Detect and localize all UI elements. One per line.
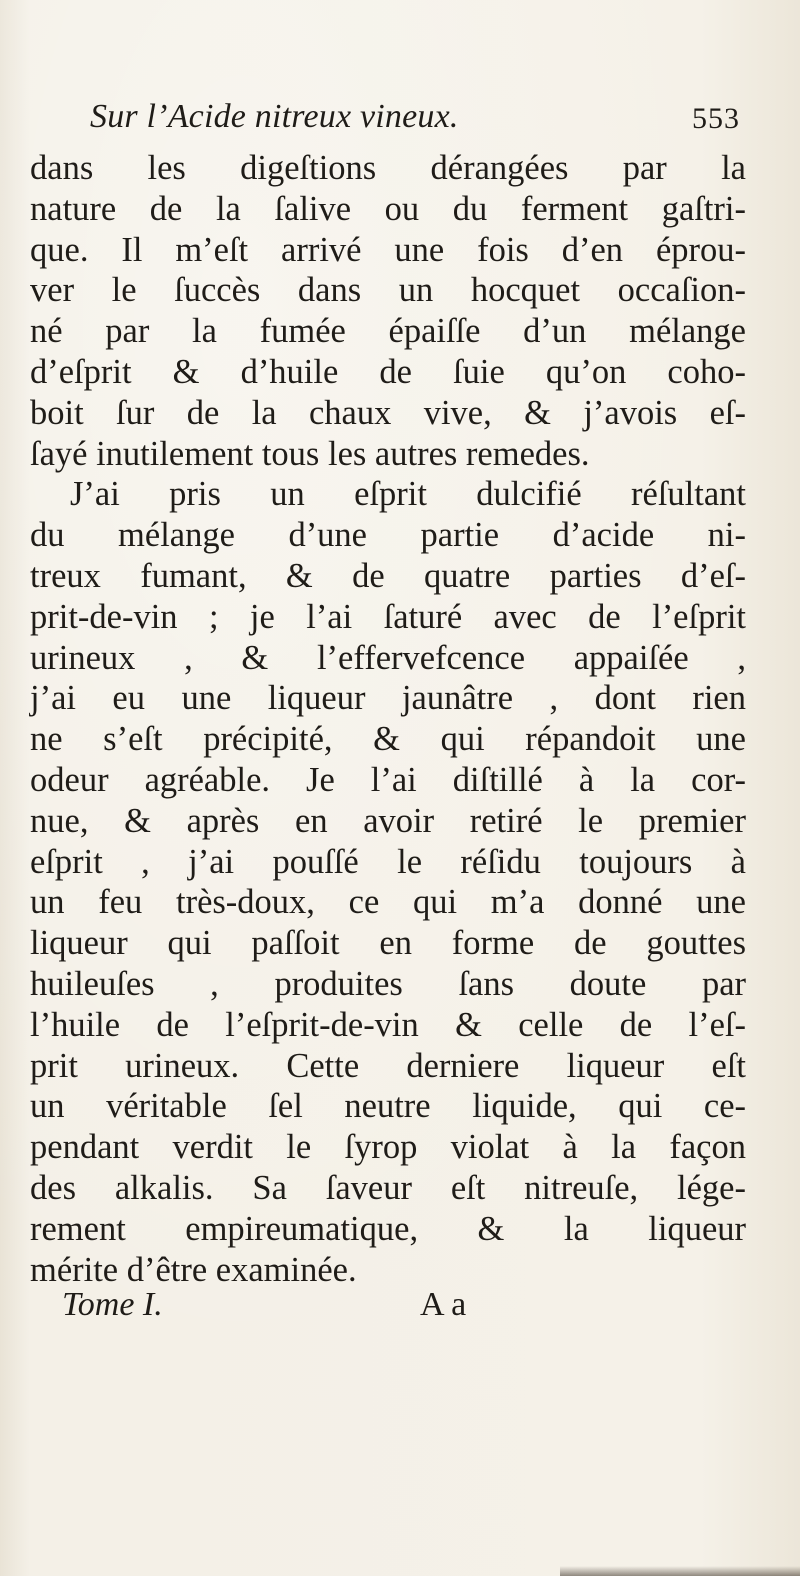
text-line: odeur agréable. Je l’ai diſtillé à la cor- [30, 760, 746, 799]
text-line: du mélange d’une partie d’acide ni- [30, 516, 746, 555]
running-title: Sur l’Acide nitreux vineux. [90, 98, 459, 135]
text-line: rement empireumatique, & la liqueur [30, 1209, 746, 1248]
text-line: ſayé inutilement tous les autres remedes. [30, 434, 590, 473]
text-line: prit-de-vin ; je l’ai ſaturé avec de l’eſprit [30, 597, 746, 636]
text-line: un feu très-doux, ce qui m’a donné une [30, 883, 746, 922]
text-line: urineux , & l’effervefcence appaiſée , [30, 638, 746, 677]
page-edge-shadow [560, 1566, 800, 1576]
text-line: dans les digeſtions dérangées par la [30, 149, 746, 187]
running-head [90, 98, 740, 142]
text-line: pendant verdit le ſyrop violat à la façon [30, 1128, 746, 1167]
text-line: huileuſes , produites ſans doute par [30, 964, 746, 1003]
text-line: nue, & après en avoir retiré le premier [30, 801, 746, 840]
volume-label: Tome I. [62, 1286, 163, 1323]
text-line: prit urineux. Cette derniere liqueur eſt [30, 1046, 746, 1085]
signature-mark: A a [420, 1286, 467, 1323]
text-line: ver le ſuccès dans un hocquet occaſion- [30, 271, 746, 310]
text-line: j’ai eu une liqueur jaunâtre , dont rien [30, 679, 746, 718]
page-number: 553 [692, 102, 740, 135]
page-footer [62, 1286, 492, 1330]
text-line: des alkalis. Sa ſaveur eſt nitreuſe, lége- [30, 1168, 746, 1207]
body-text [30, 148, 746, 1290]
text-line: né par la fumée épaiſſe d’un mélange [30, 312, 746, 351]
text-line: J’ai pris un eſprit dulcifié réſultant [70, 475, 746, 514]
text-line: ne s’eſt précipité, & qui répandoit une [30, 720, 746, 759]
text-line: un véritable ſel neutre liquide, qui ce- [30, 1087, 746, 1126]
text-line: l’huile de l’eſprit-de-vin & celle de l’eſ- [30, 1005, 746, 1044]
text-line: mérite d’être examinée. [30, 1250, 357, 1289]
text-line: d’eſprit & d’huile de ſuie qu’on coho- [30, 352, 746, 391]
text-line: liqueur qui paſſoit en forme de gouttes [30, 924, 746, 963]
text-line: treux fumant, & de quatre parties d’eſ- [30, 556, 746, 595]
text-line: nature de la ſalive ou du ferment gaſtri- [30, 189, 746, 228]
text-line: que. Il m’eſt arrivé une fois d’en éprou- [30, 230, 746, 269]
text-line: boit ſur de la chaux vive, & j’avois eſ- [30, 393, 746, 432]
text-line: eſprit , j’ai pouſſé le réſidu toujours à [30, 842, 746, 881]
